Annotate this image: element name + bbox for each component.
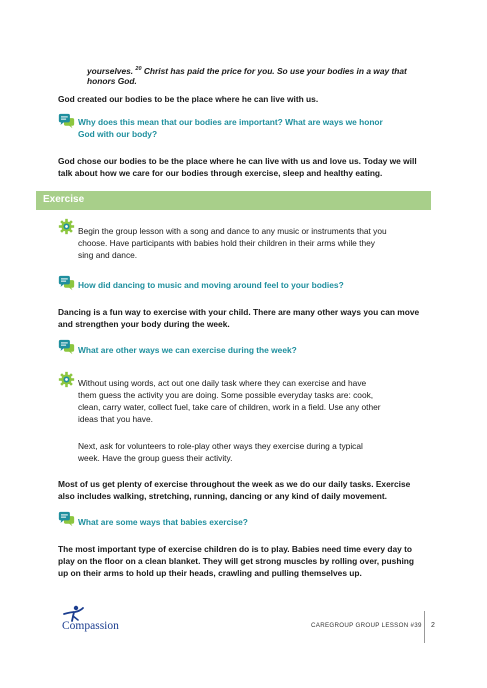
paragraph-choose-line-2: talk about how we care for our bodies through exercise, sleep and healthy eating.: [58, 168, 383, 178]
speech-bubbles-icon: [58, 275, 75, 292]
paragraph-choose-line-1: God chose our bodies to be the place where he can live with us and love us. Today we will: [58, 156, 417, 166]
paragraph-dancing-line-1: Dancing is a fun way to exercise with your child. There are many other ways you can move: [58, 307, 420, 317]
question-4: What are some ways that babies exercise?: [78, 517, 248, 527]
activity-2-next-line-1: Next, ask for volunteers to role-play other ways they exercise during a typical: [78, 441, 363, 451]
question-1-line-2: God with our body?: [78, 129, 158, 139]
section-header-exercise: [36, 191, 431, 210]
section-title: Exercise: [43, 194, 85, 205]
question-2: How did dancing to music and moving around feel to your bodies?: [78, 280, 344, 290]
activity-2-line-3: clean, carry water, collect fuel, take care of children, work in a field. Use any other: [78, 402, 381, 412]
gear-icon: [58, 218, 75, 235]
activity-1-line-2: choose. Have participants with babies hold their children in their arms while they: [78, 238, 375, 248]
activity-1-line-1: Begin the group lesson with a song and dance to any music or instruments that you: [78, 226, 387, 236]
activity-1-line-3: sing and dance.: [78, 250, 138, 260]
page-number: 2: [431, 622, 436, 629]
paragraph-play-line-3: up on their arms to hold up their heads, crawling and pulling themselves up.: [58, 568, 362, 578]
question-3: What are other ways we can exercise during the week?: [78, 345, 297, 355]
activity-2-line-4: ideas that you have.: [78, 414, 153, 424]
activity-2-line-1: Without using words, act out one daily task where they can exercise and have: [78, 378, 367, 388]
speech-bubbles-icon: [58, 511, 75, 528]
footer-lesson-label: CAREGROUP GROUP LESSON #39: [311, 622, 422, 629]
paragraph-dancing-line-2: and strengthen your body during the week.: [58, 319, 230, 329]
footer-divider: [424, 611, 425, 643]
compassion-logo-text: Compassion: [62, 620, 119, 632]
speech-bubbles-icon: [58, 339, 75, 356]
paragraph-play-line-1: The most important type of exercise children do is to play. Babies need time every day to: [58, 544, 413, 554]
paragraph-play-line-2: play on the floor on a clean blanket. They will get strong muscles by rolling over, pushing: [58, 556, 414, 566]
scripture-quote-line-2: honors God.: [87, 76, 137, 86]
scripture-quote-line-1: yourselves. $^{20}$ Christ has paid the price for you. So use your bodies in a way that: [87, 65, 407, 76]
activity-2-line-2: them guess the activity you are doing. Some possible everyday tasks are: cook,: [78, 390, 374, 400]
intro-text: God created our bodies to be the place where he can live with us.: [58, 94, 319, 104]
activity-2-next-line-2: week. Have the group guess their activity.: [78, 453, 233, 463]
question-1-line-1: Why does this mean that our bodies are important? What are ways we honor: [78, 117, 383, 127]
gear-icon: [58, 371, 75, 388]
paragraph-most-line-1: Most of us get plenty of exercise throughout the week as we do our daily tasks. Exercise: [58, 479, 411, 489]
speech-bubbles-icon: [58, 113, 75, 130]
paragraph-most-line-2: also includes walking, stretching, running, dancing or any kind of daily movement.: [58, 491, 388, 501]
